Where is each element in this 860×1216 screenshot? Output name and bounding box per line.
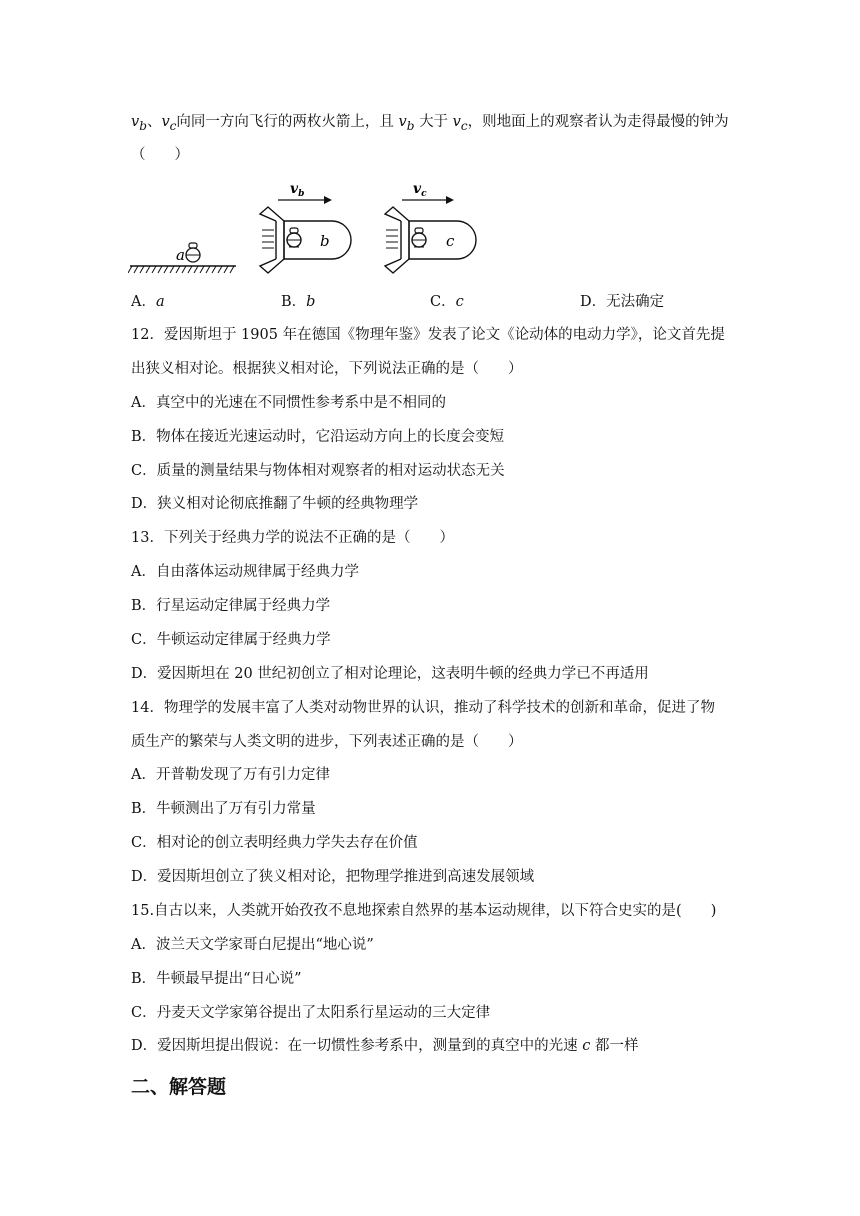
q11-option-c: C．c <box>430 294 464 310</box>
q11-stem-line1: $v_b$、$v_c$向同一方向飞行的两枚火箭上，且 $v_b$ 大于 $v_c$，则地面上的观察者认为走得最慢的钟为 <box>131 114 729 133</box>
q12-stem-line2: 出狭义相对论。根据狭义相对论，下列说法正确的是（ ） <box>131 361 523 377</box>
q15-option-a: A．波兰天文学家哥白尼提出“地心说” <box>131 937 374 953</box>
clock-a-icon <box>186 243 200 262</box>
q13-option-b: B．行星运动定律属于经典力学 <box>131 598 331 614</box>
q15-option-b: B．牛顿最早提出“日心说” <box>131 971 302 987</box>
q14-option-d: D．爱因斯坦创立了狭义相对论，把物理学推进到高速发展领域 <box>131 869 535 885</box>
q12-stem-line1: 12．爱因斯坦于 1905 年在德国《物理年鉴》发表了论文《论动体的电动力学》，论文首先提 <box>131 327 725 343</box>
label-a: a <box>176 246 185 264</box>
q11-option-d: D．无法确定 <box>580 294 665 310</box>
velocity-c-arrow <box>402 196 454 204</box>
label-b: b <box>320 232 330 250</box>
q12-option-d: D．狭义相对论彻底推翻了牛顿的经典物理学 <box>131 496 419 512</box>
q12-option-a: A．真空中的光速在不同惯性参考系中是不相同的 <box>131 395 446 411</box>
q11-option-a: A．a <box>131 294 165 310</box>
q14-stem-line1: 14．物理学的发展丰富了人类对动物世界的认识，推动了科学技术的创新和革命，促进了物 <box>131 700 715 716</box>
rocket-figure <box>128 176 498 276</box>
q13-option-d: D．爱因斯坦在 20 世纪初创立了相对论理论，这表明牛顿的经典力学已不再适用 <box>131 666 649 682</box>
q15-stem: 15.自古以来，人类就开始孜孜不息地探索自然界的基本运动规律，以下符合史实的是( ) <box>131 903 717 919</box>
ground-hatch <box>128 266 236 273</box>
velocity-c-label: $v_c$ <box>413 181 427 199</box>
q13-option-c: C．牛顿运动定律属于经典力学 <box>131 632 331 648</box>
rocket-c <box>385 207 476 273</box>
q12-option-b: B．物体在接近光速运动时，它沿运动方向上的长度会变短 <box>131 429 505 445</box>
q13-option-a: A．自由落体运动规律属于经典力学 <box>131 564 359 580</box>
rocket-b <box>260 207 351 273</box>
velocity-b-label: $v_b$ <box>290 181 305 199</box>
q12-option-c: C．质量的测量结果与物体相对观察者的相对运动状态无关 <box>131 463 505 479</box>
velocity-b-arrow <box>278 196 332 204</box>
q14-option-c: C．相对论的创立表明经典力学失去存在价值 <box>131 835 418 851</box>
q13-stem: 13．下列关于经典力学的说法不正确的是（ ） <box>131 530 454 546</box>
q11-stem-line2: （ ） <box>131 147 189 163</box>
q11-option-b: B．b <box>281 294 316 310</box>
q15-option-d: D．爱因斯坦提出假说：在一切惯性参考系中，测量到的真空中的光速 c 都一样 <box>131 1038 639 1054</box>
q15-option-c: C．丹麦天文学家第谷提出了太阳系行星运动的三大定律 <box>131 1005 491 1021</box>
q14-stem-line2: 质生产的繁荣与人类文明的进步，下列表述正确的是（ ） <box>131 734 523 750</box>
label-c: c <box>446 232 455 250</box>
q14-option-a: A．开普勒发现了万有引力定律 <box>131 767 330 783</box>
q14-option-b: B．牛顿测出了万有引力常量 <box>131 801 316 817</box>
section-heading: 二、解答题 <box>131 1076 227 1098</box>
